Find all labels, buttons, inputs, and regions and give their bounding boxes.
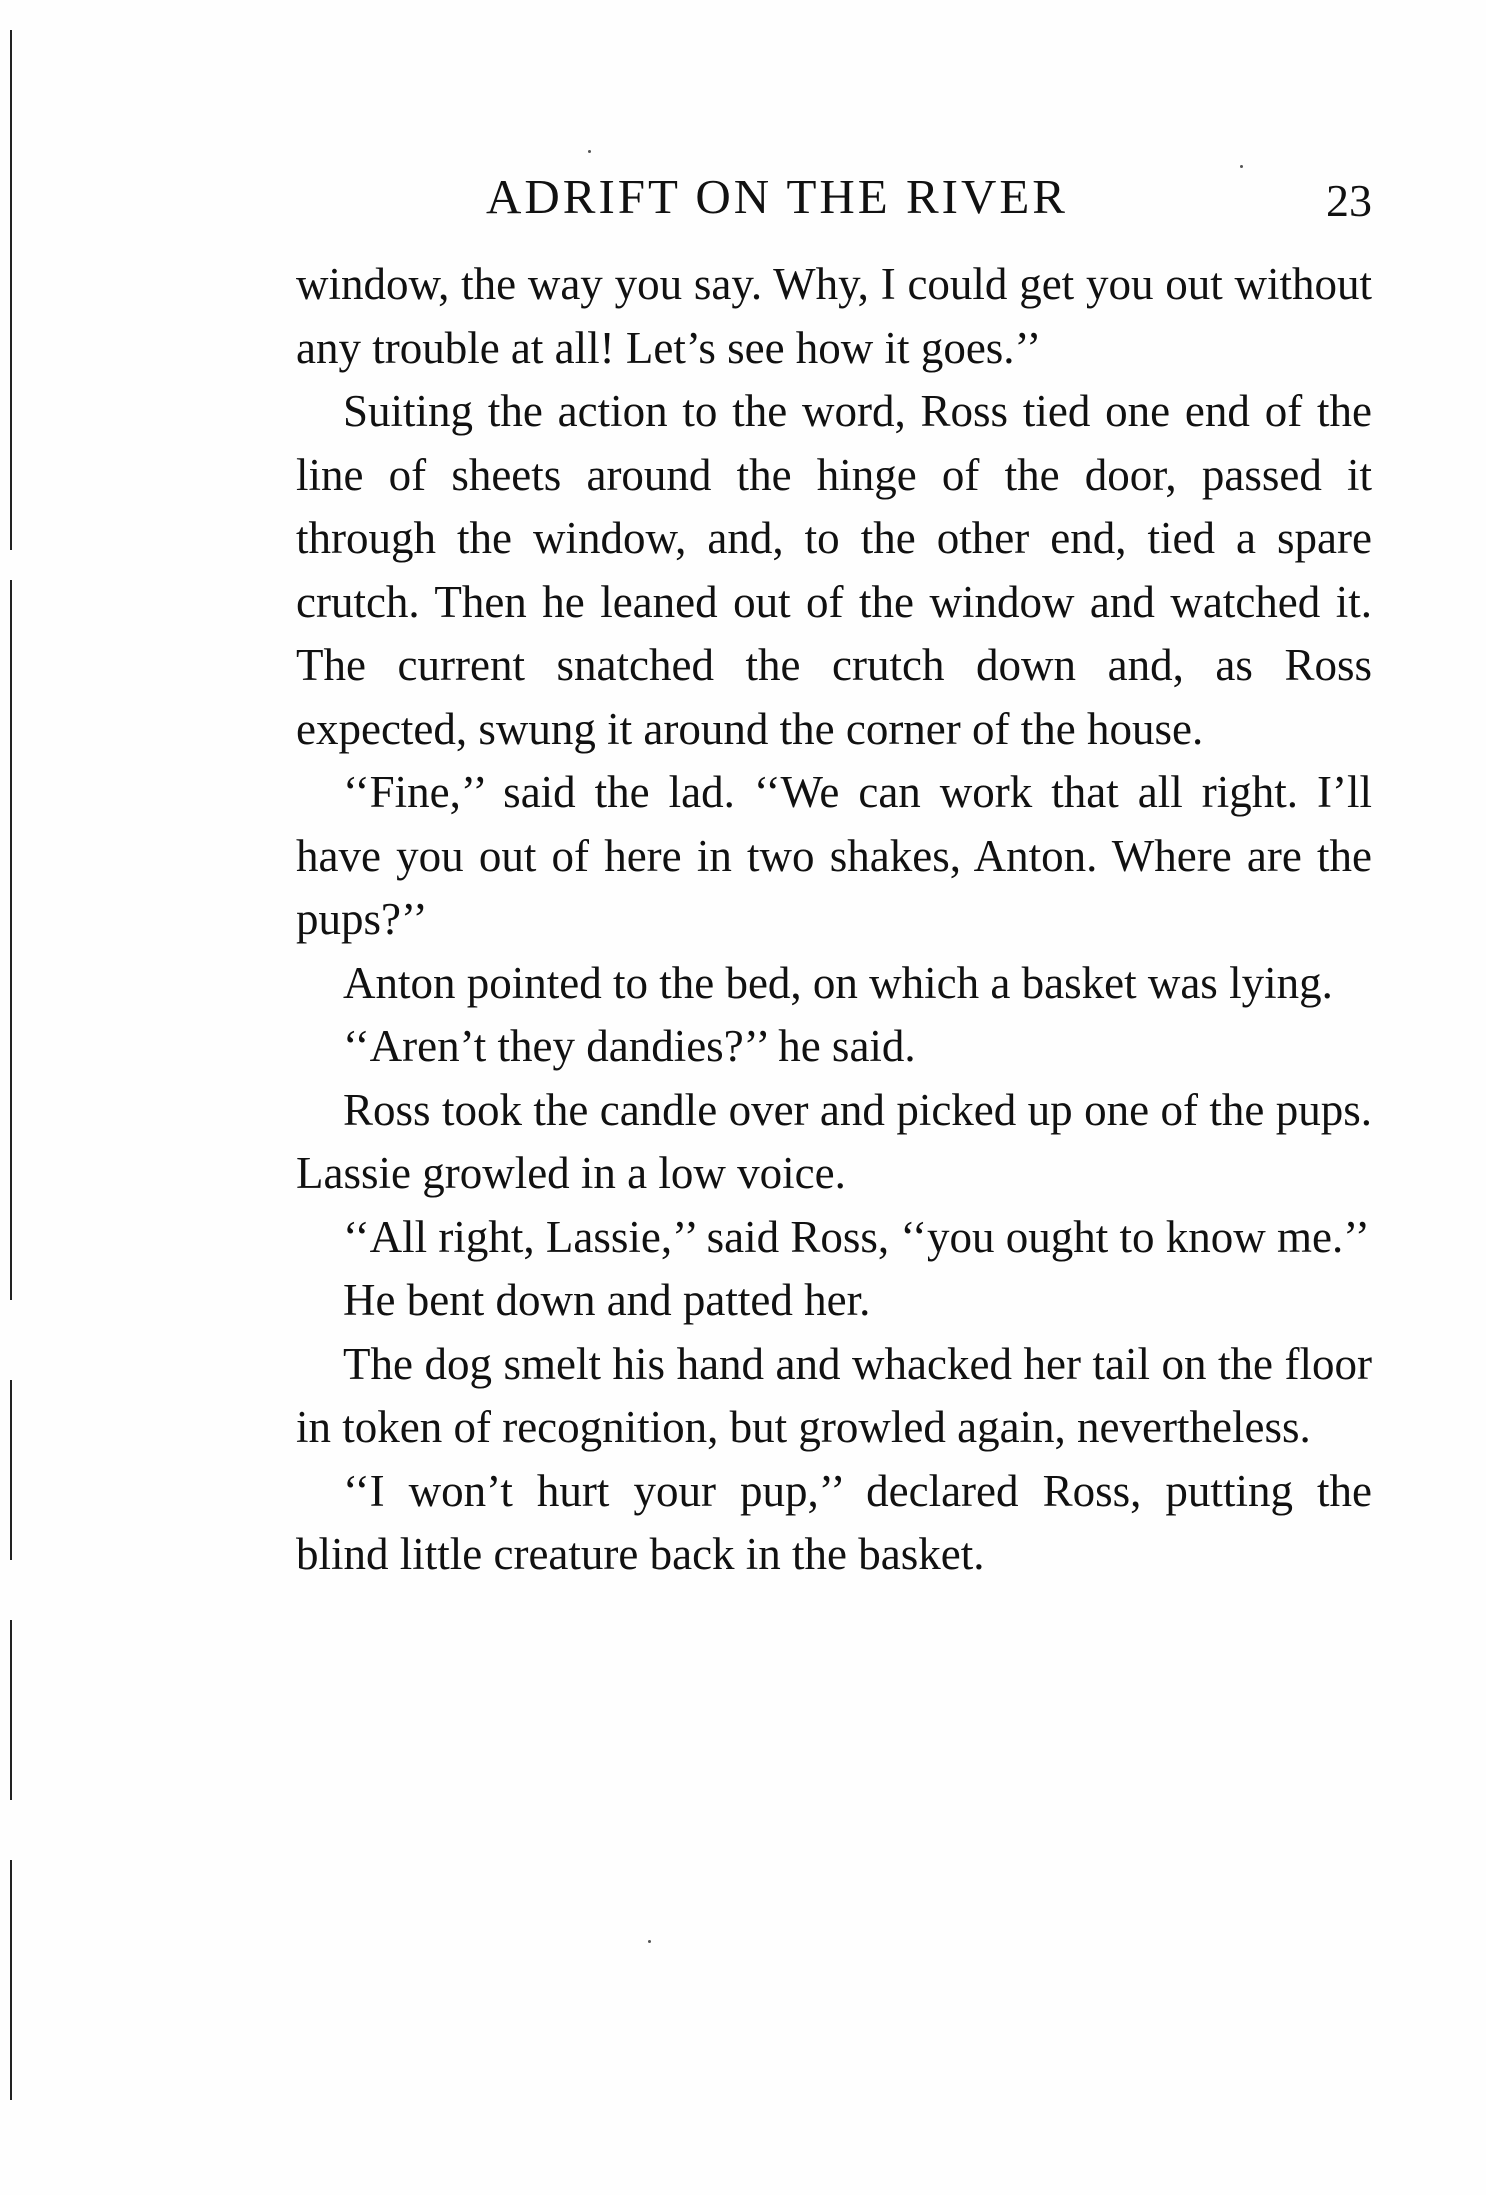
page-number: 23 [1326,175,1372,226]
scan-edge-line [10,1620,12,1800]
paragraph: He bent down and patted her. [343,1275,871,1325]
scan-edge-line [10,1380,12,1560]
scan-edge-line [10,580,12,1300]
scan-edge-line [10,30,12,550]
scan-speck [588,150,591,153]
paragraph: The dog smelt his hand and whacked her tail on the floor in token of recognition, but growled again, nevertheless. [296,1338,1372,1452]
scan-edge-line [10,1860,12,2100]
running-head: ADRIFT ON THE RIVER [486,169,1068,224]
paragraph: Anton pointed to the bed, on which a basket was lying. [343,957,1333,1008]
paragraph: ‘‘I won’t hurt your pup,’’ declared Ross, putting the blind little creature back in the basket. [296,1465,1372,1579]
body-text [296,253,1372,1587]
paragraph: Suiting the action to the word, Ross tied one end of the line of sheets around the hinge of the door, passed it through the window, and, to the other end, tied a spare crutch. Then he leaned out of the window and watched it. The current snatched the crutch down and, as Ross expected, swung it around the corner of the house. [296,386,1372,754]
paragraph: ‘‘All right, Lassie,’’ said Ross, ‘‘you ought to know me.’’ [343,1211,1370,1262]
page-header [296,168,1372,238]
scan-speck [648,1940,651,1943]
paragraph: window, the way you say. Why, I could get you out without any trouble at all! Let’s see how it goes.’’ [296,259,1372,373]
paragraph: ‘‘Aren’t they dandies?’’ he said. [343,1021,916,1071]
paragraph: ‘‘Fine,’’ said the lad. ‘‘We can work that all right. I’ll have you out of here in two shakes, Anton. Where are the pups?’’ [296,767,1372,944]
paragraph: Ross took the candle over and picked up one of the pups. Lassie growled in a low voice. [296,1084,1372,1198]
